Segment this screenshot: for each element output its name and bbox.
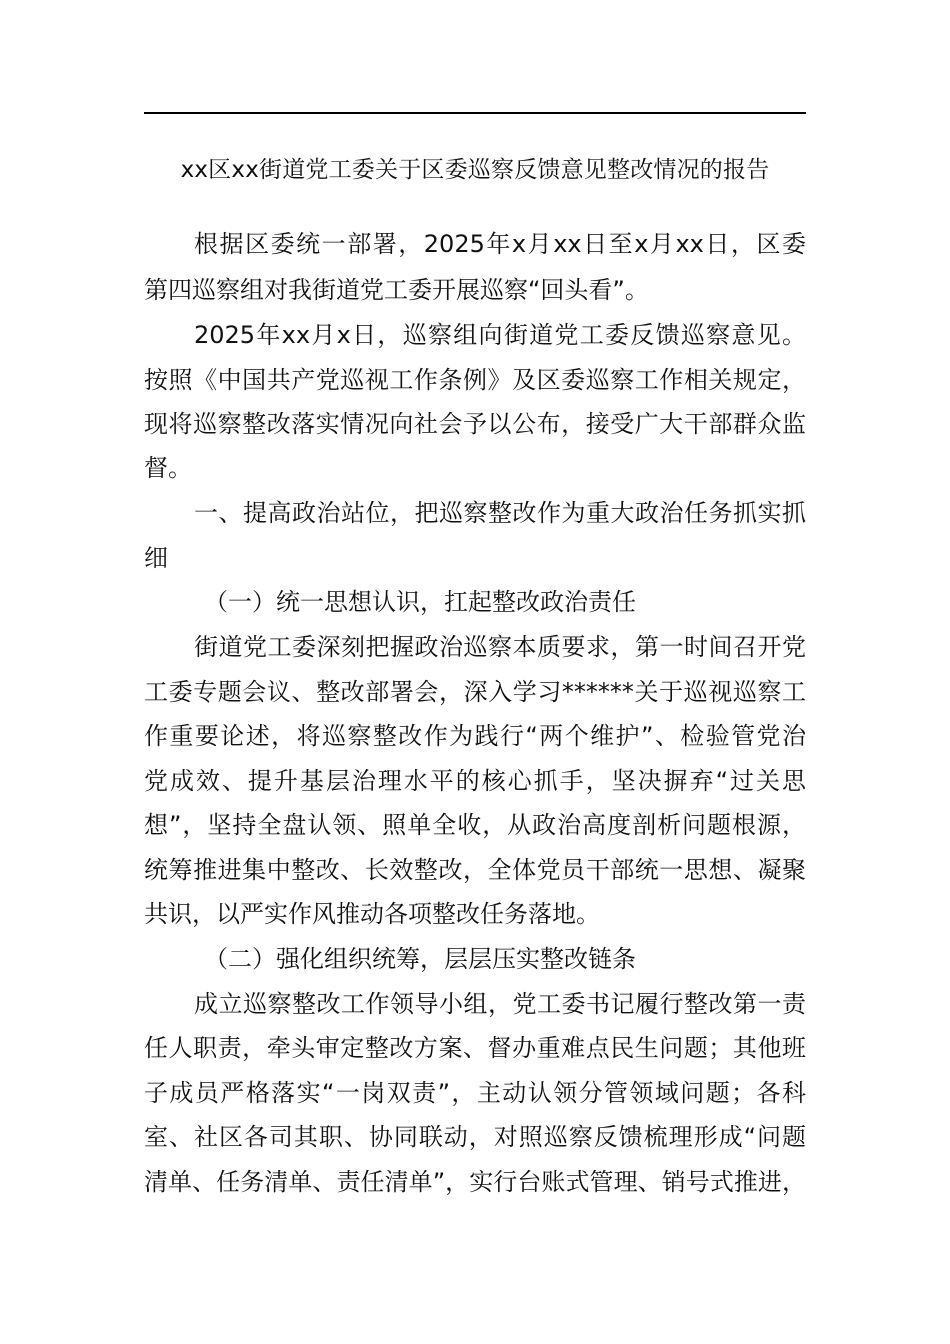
subsection-heading: （一）统一思想认识，扛起整改政治责任 (204, 588, 636, 616)
paragraph-line: 室、社区各司其职、协同联动，对照巡察反馈梳理形成“问题 (144, 1123, 806, 1151)
paragraph-line: 清单、任务清单、责任清单”，实行台账式管理、销号式推进， (144, 1168, 806, 1196)
paragraph-line: 成立巡察整改工作领导小组，党工委书记履行整改第一责 (194, 990, 806, 1018)
top-rule (144, 112, 806, 114)
paragraph-line: 工委专题会议、整改部署会，深入学习******关于巡视巡察工 (144, 678, 806, 706)
subsection-heading: （二）强化组织统筹，层层压实整改链条 (204, 945, 636, 973)
document-title: xx区xx街道党工委关于区委巡察反馈意见整改情况的报告 (180, 157, 770, 183)
paragraph-line: 现将巡察整改落实情况向社会予以公布，接受广大干部群众监 (144, 410, 806, 438)
paragraph-line: 根据区委统一部署，2025年x月xx日至x月xx日，区委 (194, 230, 806, 258)
paragraph-line: 统筹推进集中整改、长效整改，全体党员干部统一思想、凝聚 (144, 856, 806, 884)
paragraph-line: 按照《中国共产党巡视工作条例》及区委巡察工作相关规定， (144, 366, 806, 394)
paragraph-line: 任人职责，牵头审定整改方案、督办重难点民生问题；其他班 (144, 1034, 806, 1062)
paragraph-line: 作重要论述，将巡察整改作为践行“两个维护”、检验管党治 (144, 722, 806, 750)
paragraph-line: 督。 (144, 454, 192, 482)
section-heading: 细 (144, 544, 168, 572)
paragraph-line: 第四巡察组对我街道党工委开展巡察“回头看”。 (144, 276, 649, 304)
paragraph-line: 党成效、提升基层治理水平的核心抓手，坚决摒弃“过关思 (144, 767, 806, 795)
paragraph-line: 子成员严格落实“一岗双责”，主动认领分管领域问题；各科 (144, 1079, 806, 1107)
paragraph-line: 街道党工委深刻把握政治巡察本质要求，第一时间召开党 (194, 633, 806, 661)
paragraph-line: 共识，以严实作风推动各项整改任务落地。 (144, 900, 600, 928)
paragraph-line: 2025年xx月x日，巡察组向街道党工委反馈巡察意见。 (194, 321, 806, 349)
paragraph-line: 想”，坚持全盘认领、照单全收，从政治高度剖析问题根源， (144, 811, 806, 839)
section-heading: 一、提高政治站位，把巡察整改作为重大政治任务抓实抓 (194, 499, 806, 527)
